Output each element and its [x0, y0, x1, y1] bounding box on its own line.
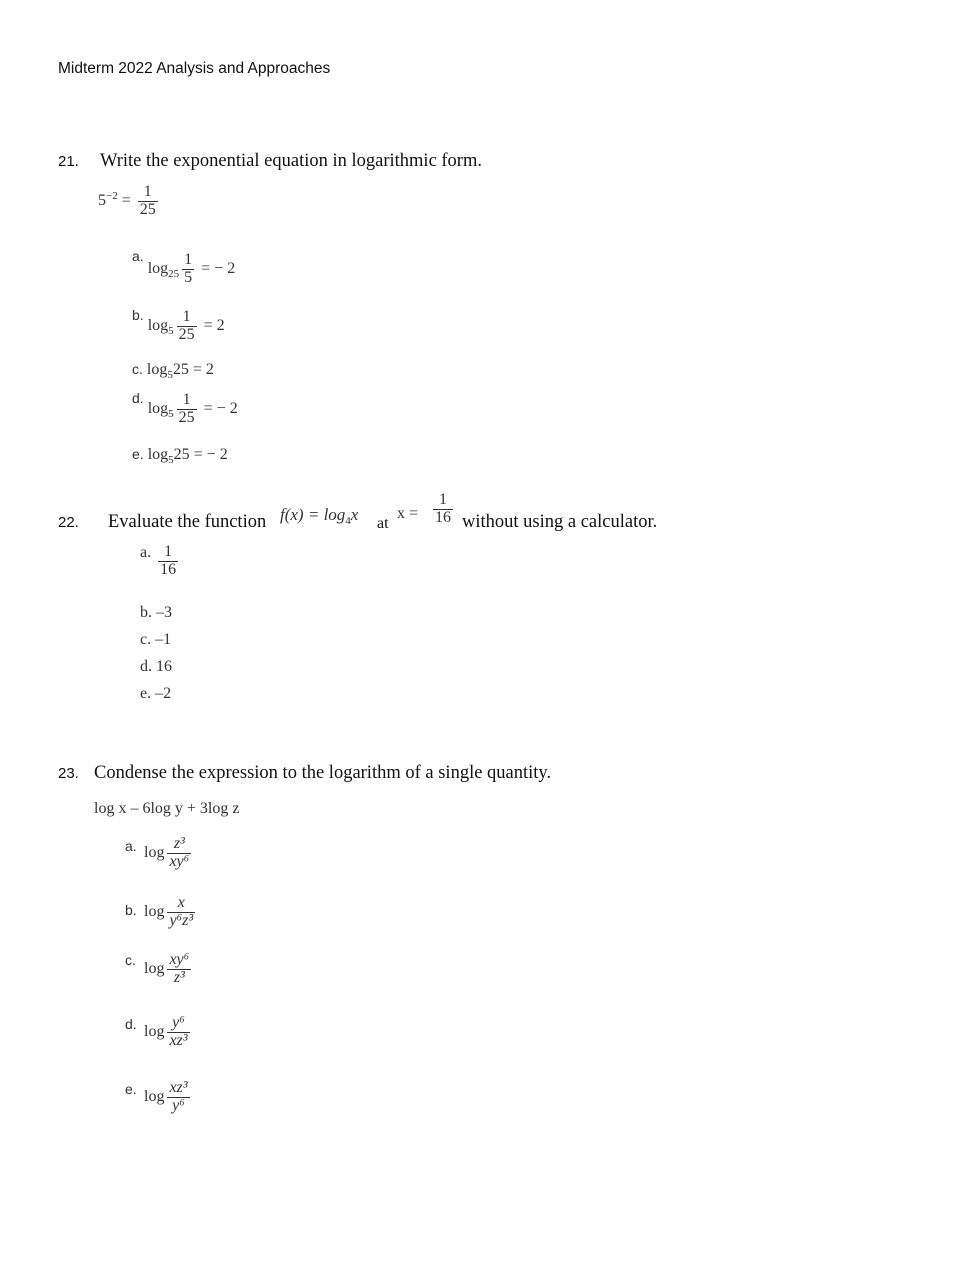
log-text: log [144, 959, 165, 977]
q21-option-d[interactable] [132, 389, 238, 427]
fraction: $\frac{1}{25}$ [178, 391, 195, 426]
rhs: = − 2 [203, 399, 238, 417]
q21-option-e[interactable] [132, 446, 228, 466]
q22-option-a[interactable] [140, 544, 181, 579]
q23-expression: log x – 6log y + 3log z [94, 800, 240, 817]
q22-x-value [430, 492, 456, 527]
log-base: 5 [168, 324, 174, 337]
fraction: $\frac{1}{16}$ [160, 543, 177, 578]
log-text: log [144, 843, 165, 861]
log-base: 25 [168, 267, 180, 280]
log-arg: 25 = 2 [172, 361, 214, 378]
q21-eq-den: 25 [139, 200, 156, 218]
fraction: $\frac{\text{y⁶}}{\text{xz³}}$ [169, 1014, 188, 1049]
rhs: = 2 [203, 316, 225, 334]
q22-function: $f(x) = \log_4x$ [280, 505, 359, 527]
q23-option-b-label[interactable]: b. [125, 902, 137, 918]
q22-text-before: Evaluate the function [108, 512, 267, 532]
q21-text: Write the exponential equation in logarithmic form. [100, 151, 482, 171]
q23-text: Condense the expression to the logarithm of a single quantity. [94, 763, 552, 783]
q22-option-b[interactable] [140, 604, 172, 622]
option-label: d. [132, 389, 144, 406]
option-label: b. [132, 306, 144, 323]
q23-option-c-label[interactable]: c. [125, 952, 136, 968]
q23-option-c[interactable] [144, 952, 194, 987]
q23-option-e[interactable] [144, 1080, 193, 1115]
option-label: d. [140, 658, 152, 675]
log-text: log [144, 1087, 165, 1105]
q23-option-a-label[interactable]: a. [125, 838, 137, 854]
q22-at: at [377, 515, 389, 532]
fraction: $\frac{x}{\text{y⁶z³}}$ [169, 894, 194, 929]
log-text: log [147, 259, 169, 277]
option-label: e. [140, 685, 152, 702]
option-value: 16 [156, 658, 172, 675]
q22-option-c[interactable] [140, 631, 171, 649]
log-base: 5 [167, 369, 173, 381]
q21-number: 21. [58, 153, 79, 170]
q22-option-d[interactable] [140, 658, 172, 676]
option-value: –3 [156, 604, 172, 621]
fraction: $\frac{1}{5}$ [184, 251, 193, 286]
fraction: $\frac{\text{xz³}}{\text{y⁶}}$ [169, 1079, 188, 1114]
log-text: log [144, 902, 165, 920]
option-label: b. [140, 604, 152, 621]
q21-eq-fraction [138, 184, 158, 219]
q22-number: 22. [58, 514, 79, 531]
option-label: c. [140, 631, 152, 648]
log-base: 5 [168, 454, 174, 466]
q23-option-d-label[interactable]: d. [125, 1016, 137, 1032]
log-text: log [147, 399, 169, 417]
log-arg: 25 = − 2 [173, 446, 228, 463]
log-text: log [146, 361, 168, 378]
q23-option-e-label[interactable]: e. [125, 1081, 137, 1097]
q23-option-a[interactable] [144, 836, 194, 871]
log-text: log [147, 316, 169, 334]
q21-eq-exp: −2 [106, 189, 118, 202]
fraction: $\frac{1}{25}$ [178, 308, 195, 343]
rhs: = − 2 [201, 259, 236, 277]
page-header: Midterm 2022 Analysis and Approaches [58, 60, 331, 77]
q21-eq-base: 5 [98, 191, 106, 209]
log-text: log [144, 1022, 165, 1040]
log-base: 5 [168, 407, 174, 420]
q21-eq-num: 1 [138, 184, 158, 202]
q21-eq-sign: = [121, 191, 131, 209]
option-value: –2 [155, 685, 172, 702]
q21-option-a[interactable] [132, 247, 236, 287]
option-value: –1 [155, 631, 172, 648]
fraction: $\frac{\text{z³}}{\text{xy⁶}}$ [169, 835, 190, 870]
q21-equation [98, 184, 161, 219]
q22-text-after: without using a calculator. [462, 512, 658, 532]
fraction: $\frac{1}{16}$ [435, 491, 451, 526]
q21-option-c[interactable] [132, 361, 214, 381]
q23-option-b[interactable] [144, 895, 198, 930]
q23-number: 23. [58, 765, 79, 782]
option-label: c. [132, 361, 143, 377]
q22-x-eq: x = [397, 505, 419, 522]
q23-option-d[interactable] [144, 1015, 193, 1050]
log-text: log [147, 446, 169, 463]
fraction: $\frac{\text{xy⁶}}{\text{z³}}$ [169, 951, 190, 986]
q22-option-e[interactable] [140, 685, 171, 703]
option-label: a. [132, 247, 144, 264]
option-label: e. [132, 446, 144, 462]
option-label: a. [140, 543, 152, 561]
q21-option-b[interactable] [132, 306, 225, 344]
